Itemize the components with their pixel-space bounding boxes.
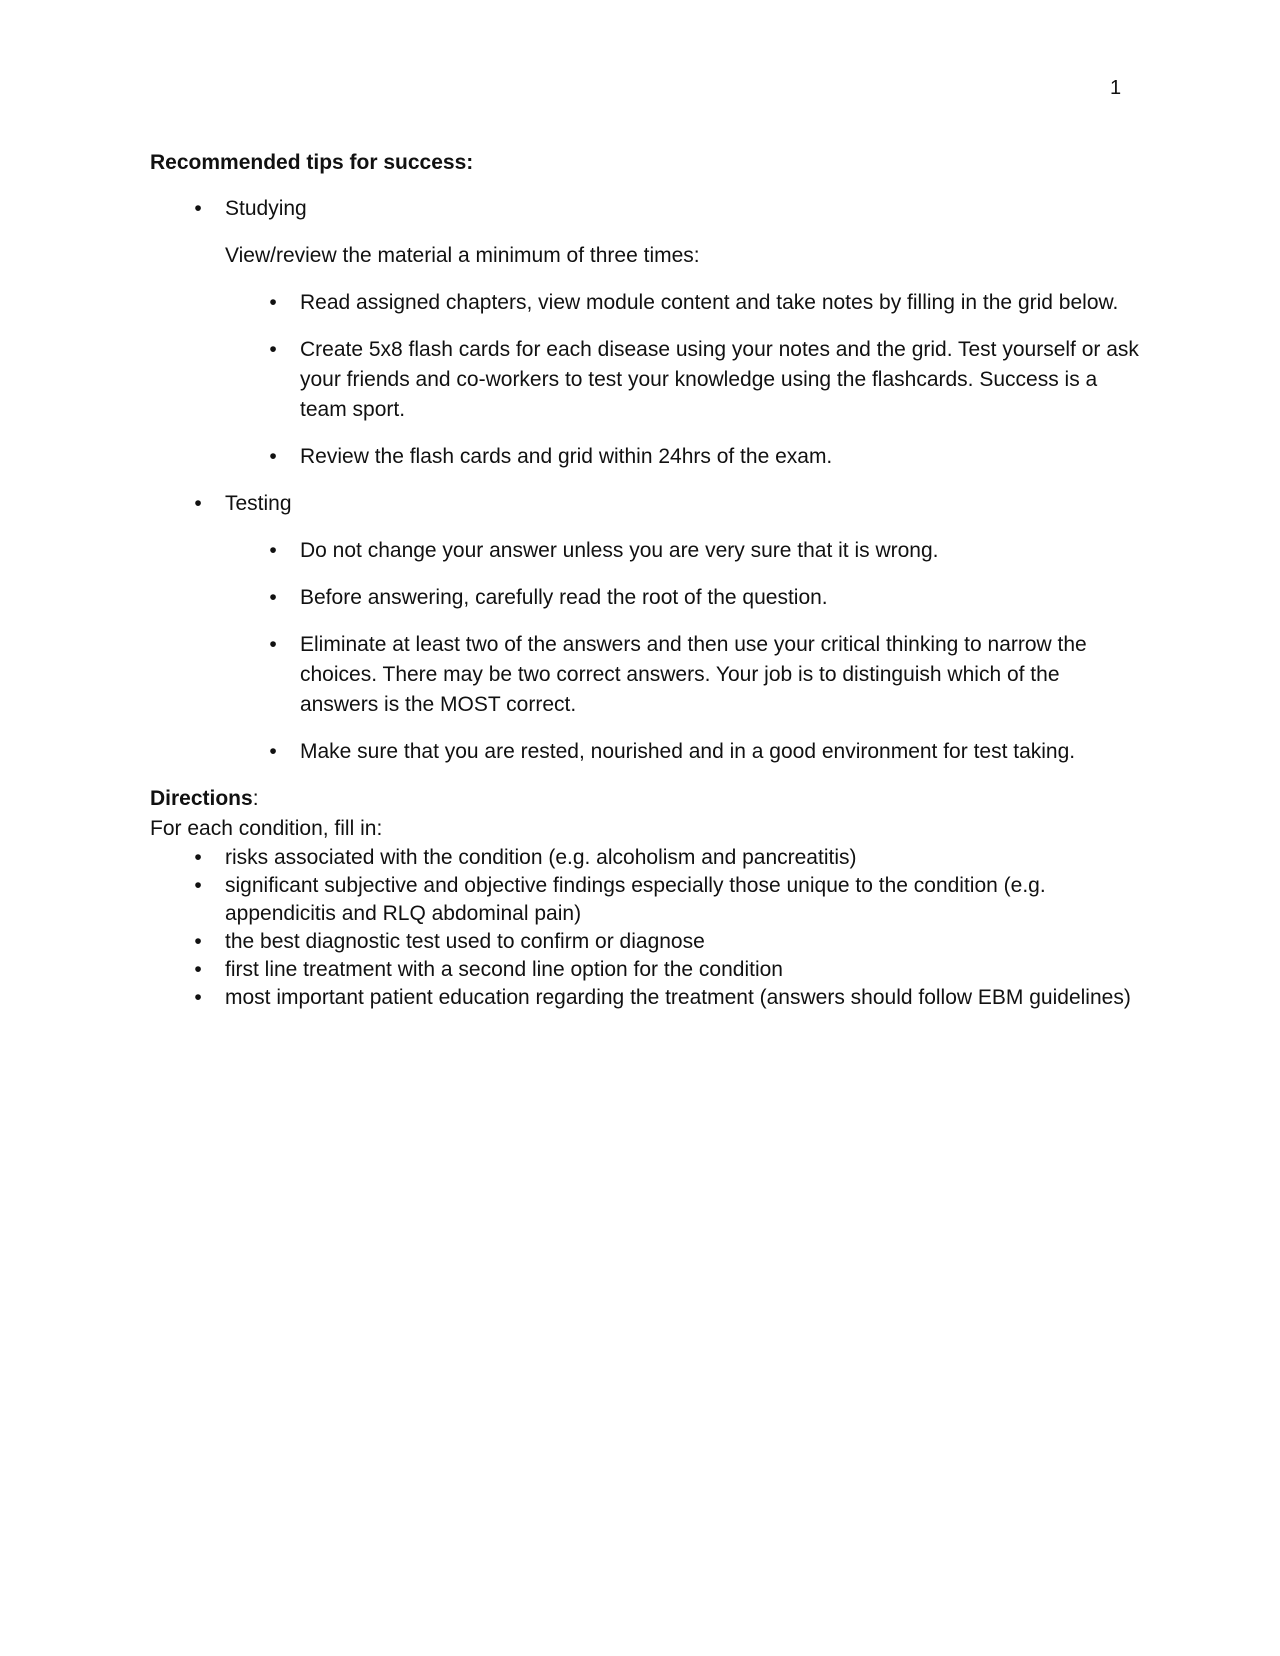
directions-intro: For each condition, fill in: [150,817,383,840]
list-item-text: Before answering, carefully read the root of the question. [300,586,828,609]
bullet-icon: • [194,874,202,897]
list-item-text: significant subjective and objective findings especially those unique to the condition (e.g. appendicitis and RLQ abdominal pain) [225,874,1046,925]
bullet-icon: • [194,930,202,953]
list-item-text: Make sure that you are rested, nourished and in a good environment for test taking. [300,740,1076,763]
bullet-icon: • [194,492,202,515]
list-item-text: Review the flash cards and grid within 24hrs of the exam. [300,445,833,468]
bullet-icon: • [194,197,202,220]
testing-label: Testing [225,492,292,515]
studying-label: Studying [225,197,307,220]
list-item-text: the best diagnostic test used to confirm or diagnose [225,930,705,953]
bullet-icon: • [194,986,202,1009]
list-item [150,984,1140,1012]
bullet-icon: • [269,445,277,468]
list-item-text: Do not change your answer unless you are very sure that it is wrong. [300,539,939,562]
list-item [150,844,1140,872]
studying-intro: View/review the material a minimum of three times: [225,244,700,267]
list-item [150,956,1140,984]
list-item [150,928,1140,956]
list-item-text: first line treatment with a second line option for the condition [225,958,783,981]
list-item [150,737,1140,767]
bullet-icon: • [269,586,277,609]
list-item [150,630,1140,720]
list-item [150,288,1140,318]
list-item [150,536,1140,566]
list-item-text: Read assigned chapters, view module content and take notes by filling in the grid below. [300,291,1119,314]
page-number: 1 [1110,77,1122,99]
tips-heading: Recommended tips for success: [150,151,474,174]
directions-heading-colon: : [252,787,259,810]
bullet-icon: • [269,338,277,361]
list-item [150,442,1140,472]
list-item-text: risks associated with the condition (e.g. alcoholism and pancreatitis) [225,846,857,869]
document-body [150,148,1140,1012]
list-item-text: Create 5x8 flash cards for each disease using your notes and the grid. Test yourself or ask your friends and co-workers to test your knowledge using the flashcards. Success is a team sport. [300,338,1139,421]
bullet-icon: • [269,291,277,314]
bullet-icon: • [194,958,202,981]
list-item-studying [150,194,1140,224]
bullet-icon: • [194,846,202,869]
list-item [150,335,1140,425]
directions-heading [150,784,1140,814]
bullet-icon: • [269,740,277,763]
list-item-text: Eliminate at least two of the answers and then use your critical thinking to narrow the choices. There may be two correct answers. Your job is to distinguish which of the answers is the MOST correct. [300,633,1087,716]
list-item [150,872,1140,928]
list-item-text: most important patient education regarding the treatment (answers should follow EBM guidelines) [225,986,1131,1009]
directions-heading-text: Directions [150,787,253,810]
list-item [150,583,1140,613]
bullet-icon: • [269,633,277,656]
bullet-icon: • [269,539,277,562]
list-item-testing [150,489,1140,519]
